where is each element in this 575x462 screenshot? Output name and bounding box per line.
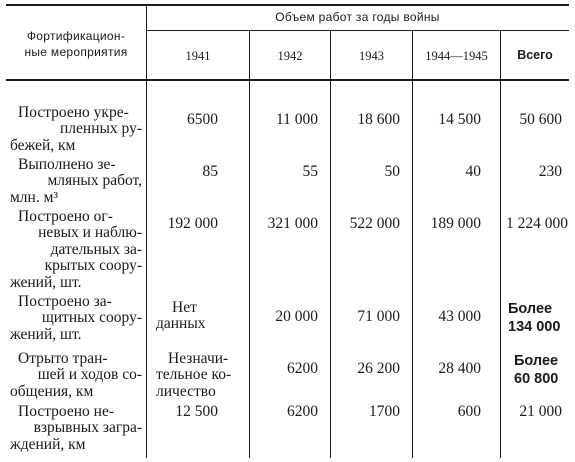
cell-value: 192 000 (167, 215, 218, 232)
cell-value: 321 000 (267, 215, 318, 232)
row-label-line: млн. м³ (10, 188, 59, 206)
row-label-line: дательных за- (50, 240, 142, 258)
row-label-line: бежей, км (10, 136, 76, 154)
row-label-line: Построено не- (18, 403, 114, 420)
column-divider (500, 30, 501, 458)
cell-value-line: 134 000 (508, 319, 561, 335)
row-label-line: жений, шт. (10, 325, 82, 343)
cell-value-line: данных (156, 315, 206, 333)
cell-value: 600 (457, 403, 481, 420)
row-label-earthworks (10, 157, 142, 206)
row-label-line: Отрыто тран- (18, 350, 108, 367)
row-label-fortified-lines (10, 105, 142, 154)
column-divider (330, 30, 331, 458)
row-label-line: ждений, км (10, 435, 86, 453)
cell-value: 12 500 (175, 403, 218, 420)
cell-value-line: Более (514, 353, 559, 369)
row-label-line: Построено ог- (18, 208, 113, 225)
cell-value: 189 000 (430, 215, 481, 232)
cell-value: 11 000 (275, 111, 318, 128)
cell-value: 6200 (287, 360, 318, 377)
cell-value-line: Незначи- (168, 350, 229, 367)
cell-value-line: 60 800 (514, 371, 559, 387)
group-title-rule (146, 30, 569, 31)
cell-value: 50 (384, 163, 400, 180)
cell-value: 55 (302, 163, 318, 180)
row-label-line: жений, шт. (10, 273, 82, 291)
cell-value: 1700 (369, 403, 400, 420)
cell-value-line: Нет (172, 299, 197, 316)
fortification-table (6, 4, 569, 458)
corner-header (6, 28, 146, 60)
cell-value: 6500 (187, 111, 218, 128)
cell-value: 20 000 (275, 308, 318, 325)
cell-value: 71 000 (357, 308, 400, 325)
column-header-1941: 1941 (185, 49, 211, 63)
row-label-firing-structures (10, 209, 142, 291)
group-title: Объем работ за годы войны (275, 10, 440, 24)
corner-header-line: Фортификацион- (26, 29, 126, 43)
cell-value: 50 600 (519, 111, 562, 128)
cell-value-line: Более (508, 301, 553, 317)
cell-value: 18 600 (357, 111, 400, 128)
row-label-line: щитных соору- (41, 309, 142, 327)
row-label-line: взрывных загра- (33, 419, 142, 437)
row-label-protective-structures (10, 294, 142, 343)
column-header-1944-1945: 1944—1945 (425, 49, 488, 63)
column-header-total: Всего (517, 48, 553, 62)
row-label-line: крытых соору- (44, 257, 142, 275)
cell-value (514, 352, 568, 388)
row-label-line: Построено за- (18, 293, 112, 310)
cell-value: 26 200 (357, 360, 400, 377)
row-label-line: Построено укре- (18, 104, 129, 121)
column-divider (146, 4, 147, 458)
corner-header-line: ные мероприятия (24, 45, 128, 59)
cell-value-line: тельное ко- (156, 366, 232, 384)
row-label-line: невых и наблю- (38, 224, 142, 242)
cell-value-line: личество (156, 382, 216, 400)
cell-value (156, 299, 244, 333)
row-label-line: шей и ходов со- (37, 366, 142, 384)
cell-value: 43 000 (438, 308, 481, 325)
cell-value: 522 000 (349, 215, 400, 232)
column-divider (412, 30, 413, 458)
cell-value (156, 350, 248, 400)
row-label-line: общения, км (10, 382, 94, 400)
cell-value: 85 (202, 163, 218, 180)
row-label-line: пленных ру- (60, 120, 142, 138)
cell-value: 230 (538, 163, 562, 180)
header-bottom-rule (6, 79, 569, 81)
cell-value: 40 (465, 163, 481, 180)
table-top-rule (6, 4, 569, 6)
cell-value: 6200 (287, 403, 318, 420)
row-label-line: мляных работ, (47, 172, 142, 190)
cell-value: 14 500 (438, 111, 481, 128)
cell-value: 28 400 (438, 360, 481, 377)
row-label-line: Выполнено зе- (18, 156, 116, 173)
cell-value (508, 300, 568, 336)
cell-value: 21 000 (519, 403, 562, 420)
column-header-1943: 1943 (359, 49, 384, 63)
column-header-1942: 1942 (277, 49, 303, 63)
row-label-trenches (10, 351, 142, 400)
column-divider (249, 30, 250, 458)
row-label-nonexplosive-obstacles (10, 404, 142, 453)
cell-value: 1 224 000 (506, 215, 568, 232)
